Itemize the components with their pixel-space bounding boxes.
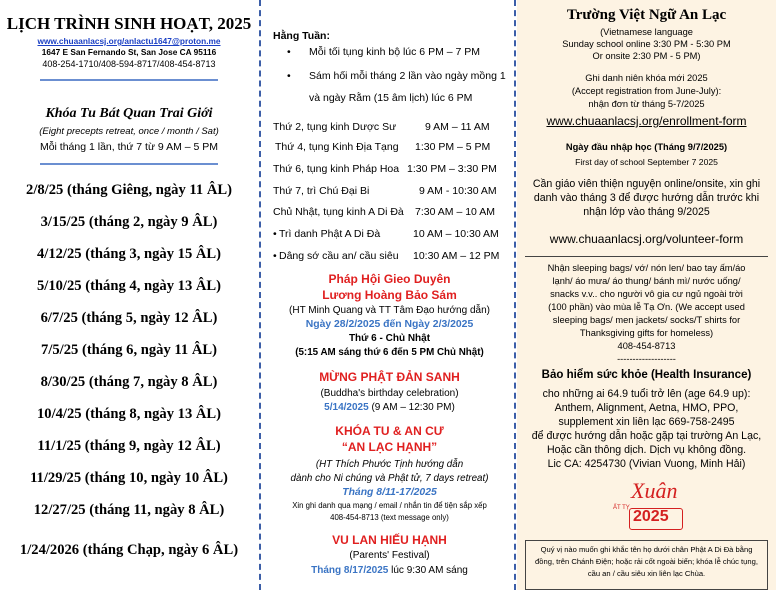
event-title: MỪNG PHẬT ĐẢN SANH: [319, 370, 460, 384]
insurance-text: Anthem, Alignment, Aetna, HMO, PPO,: [554, 402, 739, 414]
weekly-title: Hằng Tuần:: [273, 30, 330, 42]
insurance-text: Lic CA: 4254730 (Vivian Vuong, Minh Hải): [547, 458, 746, 470]
retreat-time: Mỗi tháng 1 lần, thứ 7 từ 9 AM – 5 PM: [39, 141, 219, 153]
schedule-time: 1:30 PM – 3:30 PM: [407, 163, 497, 175]
donation-text: snacks v.v.. cho người vô gia cư ngủ ngoài trời: [550, 289, 743, 299]
insurance-text: Hoặc cần thông dịch. Dịch vụ không đồng.: [546, 444, 747, 456]
event-time: lúc 9:30 AM sáng: [388, 565, 468, 576]
school-title: Trường Việt Ngữ An Lạc: [566, 7, 727, 23]
enroll-text: (Accept registration from June-July):: [571, 86, 722, 96]
teacher-text: nhận lớp vào tháng 9/2025: [583, 206, 710, 218]
weekly-item: Mỗi tối tụng kinh bộ lúc 6 PM – 7 PM: [309, 46, 480, 58]
retreat-date: 5/10/25 (tháng 4, ngày 13 ÂL): [36, 278, 222, 294]
retreat-date: 4/12/25 (tháng 3, ngày 15 ÂL): [36, 246, 222, 262]
retreat-date: 3/15/25 (tháng 2, ngày 9 ÂL): [40, 214, 218, 230]
event-date-line: [263, 565, 516, 576]
event-date: Ngày 28/2/2025 đến Ngày 2/3/2025: [305, 319, 474, 330]
event-subtitle: dành cho Ni chúng và Phật tử, 7 days retreat): [290, 473, 489, 484]
event-date-line: [263, 402, 516, 413]
event-date: Tháng 8/17/2025: [311, 565, 389, 576]
donation-text: Thanksgiving gifts for homeless): [579, 328, 714, 338]
schedule-day: Thứ 4, tụng Kinh Địa Tạng: [275, 141, 399, 153]
schedule-day: Dâng sớ cầu an/ cầu siêu: [279, 250, 399, 262]
insurance-text: để được hướng dẫn hoặc gặp tại trường An Lạc,: [531, 430, 762, 442]
bullet-icon: •: [273, 250, 277, 262]
bullet-icon: •: [287, 46, 291, 58]
middle-column: [263, 0, 516, 590]
enrollment-link[interactable]: www.chuaanlacsj.org/enrollment-form: [546, 114, 747, 128]
retreat-date: 6/7/25 (tháng 5, ngày 12 ÂL): [40, 310, 218, 326]
event-detail: (5:15 AM sáng thứ 6 đến 5 PM Chủ Nhật): [295, 347, 484, 358]
event-time: (9 AM – 12:30 PM): [368, 402, 455, 413]
website-link[interactable]: www.chuaanlacsj.org/anlactu1647@proton.me: [37, 36, 221, 46]
first-day-en: First day of school September 7 2025: [575, 157, 718, 167]
event-date: 5/14/2025: [324, 402, 369, 413]
event-subtitle: (Parents' Festival): [349, 550, 430, 561]
donation-text: Nhận sleeping bags/ vớ/ nón len/ bao tay ấm/áo: [547, 263, 746, 273]
weekly-item: Sám hối mỗi tháng 2 lần vào ngày mồng 1: [309, 70, 506, 82]
event-date: Tháng 8/11-17/2025: [342, 487, 437, 498]
insurance-title: Bảo hiểm sức khỏe (Health Insurance): [541, 369, 752, 381]
schedule-day: Thứ 2, tụng kinh Dược Sư: [273, 121, 397, 133]
schedule-time: 1:30 PM – 5 PM: [415, 141, 491, 153]
event-note: 408-454-8713 (text message only): [330, 513, 449, 522]
schedule-time: 9 AM - 10:30 AM: [419, 185, 497, 197]
bullet-icon: •: [287, 70, 291, 82]
footer-note: Quý vị nào muốn ghi khắc tên họ dưới chân Phật A Di Đà bằng đồng, trên Chánh Điện; hoặc rải cốt ngoài biển; khóa lễ chúc tụng, cầu an / cầu siêu xin liên lạc Chùa.: [535, 545, 758, 578]
school-onsite-time: Or onsite 2:30 PM - 5 PM): [592, 51, 701, 61]
separator-dashes: -------------------: [617, 354, 676, 364]
logo-xuan-text: Xuân: [631, 478, 678, 503]
left-divider-bottom: [40, 163, 218, 165]
insurance-text: cho những ai 64.9 tuổi trở lên (age 64.9 up):: [542, 388, 751, 400]
xuan-2025-logo: [607, 478, 717, 536]
bullet-icon: •: [273, 228, 277, 240]
event-title: “AN LẠC HẠNH”: [341, 440, 438, 454]
retreat-date: 1/24/2026 (tháng Chạp, ngày 6 ÂL): [19, 542, 239, 558]
event-note: Xin ghi danh qua mạng / email / nhắn tin để tiện sắp xếp: [292, 501, 487, 510]
event-detail: Thứ 6 - Chủ Nhật: [348, 333, 431, 344]
retreat-date: 11/29/25 (tháng 10, ngày 10 ÂL): [30, 470, 228, 486]
schedule-time: 9 AM – 11 AM: [425, 121, 490, 133]
school-subtitle: (Vietnamese language: [600, 27, 693, 37]
retreat-date: 12/27/25 (tháng 11, ngày 8 ÂL): [33, 502, 225, 518]
retreat-title: Khóa Tu Bát Quan Trai Giới: [45, 106, 213, 121]
retreat-subtitle: (Eight precepts retreat, once / month / Sat): [39, 126, 219, 137]
event-title: KHÓA TU & AN CƯ: [335, 424, 444, 438]
left-column: [0, 0, 258, 590]
right-column: [517, 0, 776, 590]
volunteer-link[interactable]: www.chuaanlacsj.org/volunteer-form: [549, 232, 744, 246]
teacher-text: Cần giáo viên thiện nguyện online/onsite, xin ghi: [532, 178, 761, 190]
retreat-date: 11/1/25 (tháng 9, ngày 12 ÂL): [37, 438, 221, 454]
phone-numbers: 408-254-1710/408-594-8717/408-454-8713: [42, 59, 216, 69]
address: 1647 E San Fernando St, San Jose CA 95116: [41, 47, 217, 57]
donation-text: lạnh/ áo mưa/ áo thung/ bánh mì/ nước uống/: [552, 276, 741, 286]
donation-phone: 408-454-8713: [617, 341, 676, 351]
schedule-day: Thứ 7, trì Chú Đại Bi: [273, 185, 370, 197]
schedule-day: Trì danh Phật A Di Đà: [279, 228, 381, 240]
retreat-date: 7/5/25 (tháng 6, ngày 11 ÂL): [41, 342, 217, 358]
event-title: VU LAN HIẾU HẠNH: [332, 533, 447, 547]
schedule-time: 7:30 AM – 10 AM: [415, 206, 495, 218]
donation-text: (100 phần) vào mùa lễ Tạ Ơn. (We accept used: [548, 302, 745, 312]
event-subtitle: (HT Minh Quang và TT Tâm Đạo hướng dẫn): [289, 305, 490, 316]
enroll-text: Ghi danh niên khóa mới 2025: [585, 73, 708, 83]
retreat-date: 2/8/25 (tháng Giêng, ngày 11 ÂL): [26, 182, 232, 198]
donation-text: sleeping bags/ men jackets/ socks/T shirts for: [552, 315, 741, 325]
event-title: Lương Hoàng Bảo Sám: [322, 288, 457, 302]
event-title: Pháp Hội Gieo Duyên: [328, 272, 451, 286]
logo-year: 2025: [633, 508, 669, 525]
divider-left: [259, 0, 261, 590]
logo-sub-text: ẤT TỴ: [613, 505, 630, 511]
enroll-text: nhận đơn từ tháng 5-7/2025: [588, 99, 705, 109]
schedule-time: 10:30 AM – 12 PM: [413, 250, 500, 262]
page-title: LỊCH TRÌNH SINH HOẠT, 2025: [6, 14, 252, 33]
retreat-date: 10/4/25 (tháng 8, ngày 13 ÂL): [36, 406, 222, 422]
schedule-time: 10 AM – 10:30 AM: [413, 228, 499, 240]
event-subtitle: (HT Thích Phước Tịnh hướng dẫn: [315, 459, 464, 470]
schedule-day: Chủ Nhật, tụng kinh A Di Đà: [273, 206, 404, 218]
teacher-text: danh vào tháng 3 để được hướng dẫn trước khi: [533, 192, 760, 204]
insurance-text: supplement xin liên lạc 669-758-2495: [558, 416, 735, 428]
first-day-vn: Ngày đầu nhập học (Tháng 9/7/2025): [565, 142, 728, 152]
footer-box: [525, 540, 768, 590]
weekly-item: và ngày Rằm (15 âm lịch) lúc 6 PM: [309, 92, 473, 104]
schedule-day: Thứ 6, tụng kinh Pháp Hoa: [273, 163, 400, 175]
left-divider-top: [40, 79, 218, 81]
retreat-date: 8/30/25 (tháng 7, ngày 8 ÂL): [40, 374, 218, 390]
event-subtitle: (Buddha's birthday celebration): [320, 388, 459, 399]
school-online-time: Sunday school online 3:30 PM - 5:30 PM: [562, 39, 731, 49]
